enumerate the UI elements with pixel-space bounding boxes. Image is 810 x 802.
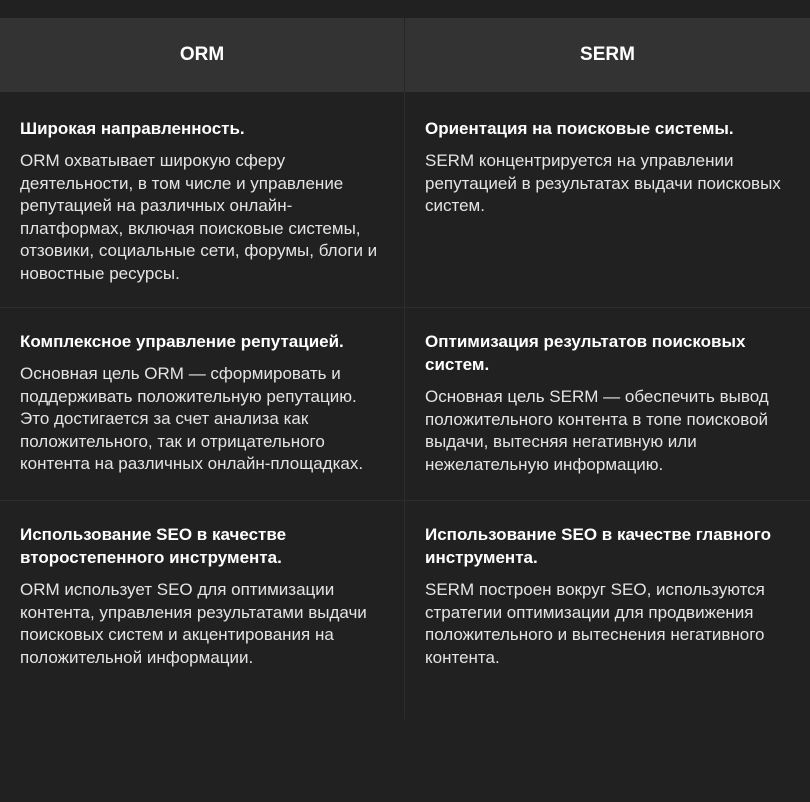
cell-text: Основная цель ORM — сформировать и поддерживать положительную репутацию. Это достигается за счет анализа как положительного, так и отрицательного контента на различных онлайн-площадках. bbox=[20, 364, 364, 473]
table-header bbox=[0, 18, 810, 92]
cell-text: ORM охватывает широкую сферу деятельности, в том числе и управление репутацией на различных онлайн-платформах, включая поисковые системы, отзовики, социальные сети, форумы, блоги и новостные ресурсы. bbox=[20, 151, 378, 283]
cell-title: Использование SEO в качестве главного инструмента. bbox=[425, 525, 772, 567]
cell-title: Использование SEO в качестве второстепенного инструмента. bbox=[20, 525, 287, 567]
table-row bbox=[0, 308, 810, 501]
orm-cell bbox=[0, 308, 405, 500]
comparison-table bbox=[0, 18, 810, 719]
cell-title: Ориентация на поисковые системы. bbox=[425, 119, 734, 138]
header-serm: SERM bbox=[580, 44, 635, 65]
orm-cell bbox=[0, 501, 405, 719]
header-orm: ORM bbox=[0, 18, 405, 92]
cell-text: ORM использует SEO для оптимизации контента, управления результатами выдачи поисковых систем и акцентирования на положительной информации. bbox=[20, 580, 367, 667]
cell-text: SERM концентрируется на управлении репутацией в результатах выдачи поисковых систем. bbox=[425, 151, 781, 215]
cell-text: SERM построен вокруг SEO, используются стратегии оптимизации для продвижения положительного и вытеснения негативного контента. bbox=[425, 580, 765, 667]
table-row bbox=[0, 501, 810, 719]
orm-cell bbox=[0, 92, 405, 307]
table-row bbox=[0, 92, 810, 308]
serm-cell bbox=[405, 308, 810, 500]
cell-text: Основная цель SERM — обеспечить вывод положительного контента в топе поисковой выдачи, вытесняя негативную или нежелательную информацию. bbox=[425, 387, 769, 474]
serm-cell bbox=[405, 92, 810, 307]
serm-cell bbox=[405, 501, 810, 719]
cell-title: Комплексное управление репутацией. bbox=[20, 332, 344, 351]
cell-title: Широкая направленность. bbox=[20, 119, 245, 138]
cell-title: Оптимизация результатов поисковых систем. bbox=[425, 332, 746, 374]
